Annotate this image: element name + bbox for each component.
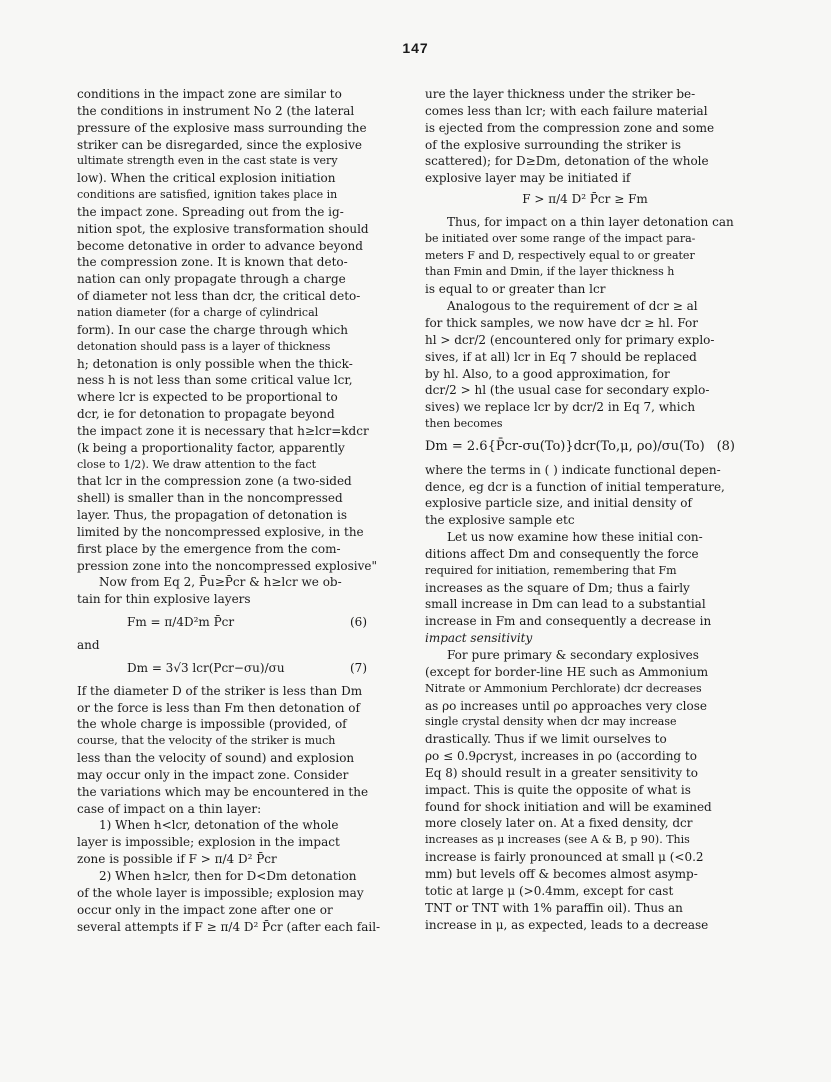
text-line: of the explosive surrounding the striker is (425, 137, 681, 152)
text-line: drastically. Thus if we limit ourselves to (425, 732, 667, 747)
text-line: nition spot, the explosive transformation should (77, 221, 369, 236)
text-line: Now from Eq 2, P̄u≥P̄cr & h≥lcr we ob- (99, 575, 342, 590)
text-line: the explosive sample etc (425, 513, 575, 528)
text-line: increase is fairly pronounced at small μ (<0.2 (425, 850, 704, 865)
left-paragraph-lines (77, 86, 387, 608)
text-line: form). In our case the charge through which (77, 322, 348, 337)
text-line: the whole charge is impossible (provided, of (77, 717, 347, 732)
text-line: mm) but levels off & becomes almost asymp- (425, 866, 698, 881)
text-line: TNT or TNT with 1% paraffin oil). Thus an (425, 900, 683, 915)
text-line: tain for thin explosive layers (77, 592, 251, 607)
text-line: totic at large μ (>0.4mm, except for cast (425, 883, 674, 898)
text-line: single crystal density when dcr may increase (425, 715, 677, 729)
right-column (425, 86, 745, 933)
equation-7 (77, 660, 387, 677)
text-line: where the terms in ( ) indicate functional depen- (425, 462, 721, 477)
text-line: low). When the critical explosion initiation (77, 171, 336, 186)
text-line: pression zone into the noncompressed explosive" (77, 558, 377, 573)
text-line: explosive layer may be initiated if (425, 171, 631, 186)
text-line: conditions in the impact zone are similar to (77, 87, 342, 101)
text-line: increases as μ increases (see A & B, p 90). This (425, 833, 690, 847)
text-line: nation diameter (for a charge of cylindrical (77, 305, 319, 319)
equation-6 (77, 614, 387, 631)
equation-6-number: (6) (350, 615, 367, 630)
text-line: the impact zone. Spreading out from the ig- (77, 204, 344, 219)
right-paragraph-after (425, 462, 745, 934)
text-line: case of impact on a thin layer: (77, 801, 262, 816)
text-line: the impact zone it is necessary that h≥lcr=kdcr (77, 423, 369, 438)
equation-7-number: (7) (350, 660, 367, 675)
text-line: the variations which may be encountered in the (77, 784, 369, 799)
text-line: of diameter not less than dcr, the critical deto- (77, 289, 361, 304)
text-line: several attempts if F ≥ π/4 D² P̄cr (after each fail- (77, 919, 381, 934)
text-line: close to 1/2). We draw attention to the fact (77, 457, 317, 471)
text-line: than Fmin and Dmin, if the layer thickness h (425, 265, 675, 279)
text-line: Thus, for impact on a thin layer detonation can (447, 214, 734, 229)
equation-8 (425, 439, 745, 456)
text-line: is equal to or greater than lcr (425, 282, 606, 297)
text-line: then becomes (425, 417, 503, 431)
text-line: 1) When h<lcr, detonation of the whole (99, 818, 339, 833)
text-line: as ρo increases until ρo approaches very close (425, 698, 708, 713)
text-line: (k being a proportionality factor, apparently (77, 440, 345, 455)
text-line: occur only in the impact zone after one or (77, 902, 333, 917)
page-number: 147 (402, 40, 429, 56)
text-line: hl > dcr/2 (encountered only for primary explo- (425, 332, 715, 347)
text-line: comes less than lcr; with each failure material (425, 103, 708, 118)
text-line: layer. Thus, the propagation of detonation is (77, 508, 347, 523)
text-line: the compression zone. It is known that deto- (77, 255, 348, 270)
text-line: is ejected from the compression zone and some (425, 120, 715, 135)
text-line: limited by the noncompressed explosive, in the (77, 524, 364, 539)
text-line: first place by the emergence from the com- (77, 541, 341, 556)
text-line: If the diameter D of the striker is less than Dm (77, 683, 363, 698)
text-line: less than the velocity of sound) and explosion (77, 751, 355, 766)
text-line: be initiated over some range of the impact para- (425, 231, 696, 245)
text-line: nation can only propagate through a charge (77, 272, 346, 287)
text-line: or the force is less than Fm then detonation of (77, 700, 360, 715)
text-line: layer is impossible; explosion in the impact (77, 835, 340, 850)
text-line: detonation should pass is a layer of thickness (77, 339, 331, 353)
text-line: h; detonation is only possible when the thick- (77, 356, 353, 371)
text-line: shell) is smaller than in the noncompressed (77, 491, 343, 506)
text-line: found for shock initiation and will be examined (425, 799, 712, 814)
text-line: sives) we replace lcr by dcr/2 in Eq 7, which (425, 400, 696, 415)
equation-8-formula: Dm = 2.6{P̄cr-σu(To)}dcr(To,μ, ρo)/σu(To) (425, 438, 705, 454)
text-line: required for initiation, remembering that Fm (425, 563, 677, 577)
right-paragraph-lines (425, 86, 745, 187)
text-line: 2) When h≥lcr, then for D<Dm detonation (99, 868, 357, 883)
text-line: impact. This is quite the opposite of what is (425, 782, 691, 797)
right-paragraph-mid (425, 214, 745, 433)
text-line: the conditions in instrument No 2 (the lateral (77, 103, 355, 118)
text-line: increase in Fm and consequently a decrease in (425, 614, 712, 629)
text-line: conditions are satisfied, ignition takes place in (77, 188, 338, 202)
left-paragraph-after (77, 683, 387, 936)
text-line: small increase in Dm can lead to a substantial (425, 597, 706, 612)
text-line: of the whole layer is impossible; explosion may (77, 885, 364, 900)
text-line: ness h is not less than some critical value lcr, (77, 373, 353, 388)
text-line: striker can be disregarded, since the explosive (77, 137, 362, 152)
text-line: ultimate strength even in the cast state is very (77, 154, 338, 168)
text-line: ure the layer thickness under the striker be- (425, 87, 696, 101)
inequality: F > π/4 D² P̄cr ≥ Fm (522, 192, 648, 207)
text-line: scattered); for D≥Dm, detonation of the whole (425, 154, 709, 169)
text-line: dcr/2 > hl (the usual case for secondary explo- (425, 383, 710, 398)
text-line: dence, eg dcr is a function of initial temperature, (425, 479, 725, 494)
text-line: course, that the velocity of the striker is much (77, 734, 336, 748)
text-line: meters F and D, respectively equal to or greater (425, 248, 695, 262)
text-line: zone is possible if F > π/4 D² P̄cr (77, 852, 277, 867)
text-line: for thick samples, we now have dcr ≥ hl. For (425, 315, 698, 330)
text-line: pressure of the explosive mass surrounding the (77, 120, 367, 135)
text-line: more closely later on. At a fixed density, dcr (425, 816, 693, 831)
text-line: explosive particle size, and initial density of (425, 496, 692, 511)
text-line: Nitrate or Ammonium Perchlorate) dcr decreases (425, 681, 702, 695)
text-line: may occur only in the impact zone. Consider (77, 767, 349, 782)
text-line: become detonative in order to advance beyond (77, 238, 363, 253)
text-line: increase in μ, as expected, leads to a decrease (425, 917, 709, 932)
left-column (77, 86, 387, 935)
text-line: impact sensitivity (425, 631, 533, 646)
text-line: dcr, ie for detonation to propagate beyond (77, 407, 335, 422)
text-line: Eq 8) should result in a greater sensitivity to (425, 765, 698, 780)
text-line: Analogous to the requirement of dcr ≥ al (447, 299, 698, 314)
equation-7-formula: Dm = 3√3 lcr(Pcr−σu)/σu (127, 660, 285, 675)
equation-8-number: (8) (716, 438, 735, 454)
text-line: For pure primary & secondary explosives (447, 648, 699, 662)
text-line: where lcr is expected to be proportional to (77, 390, 338, 405)
text-line: by hl. Also, to a good approximation, for (425, 366, 670, 381)
and-word: and (77, 638, 100, 652)
text-line: increases as the square of Dm; thus a fairly (425, 580, 690, 595)
text-line: sives, if at all) lcr in Eq 7 should be replaced (425, 349, 697, 364)
equation-6-formula: Fm = π/4D²m P̄cr (127, 615, 235, 630)
text-line: Let us now examine how these initial con- (447, 530, 703, 545)
text-line: (except for border-line HE such as Ammonium (425, 664, 709, 679)
text-line: ρo ≤ 0.9ρcryst, increases in ρo (according to (425, 749, 697, 764)
text-line: that lcr in the compression zone (a two-sided (77, 474, 352, 489)
text-line: ditions affect Dm and consequently the force (425, 546, 699, 561)
